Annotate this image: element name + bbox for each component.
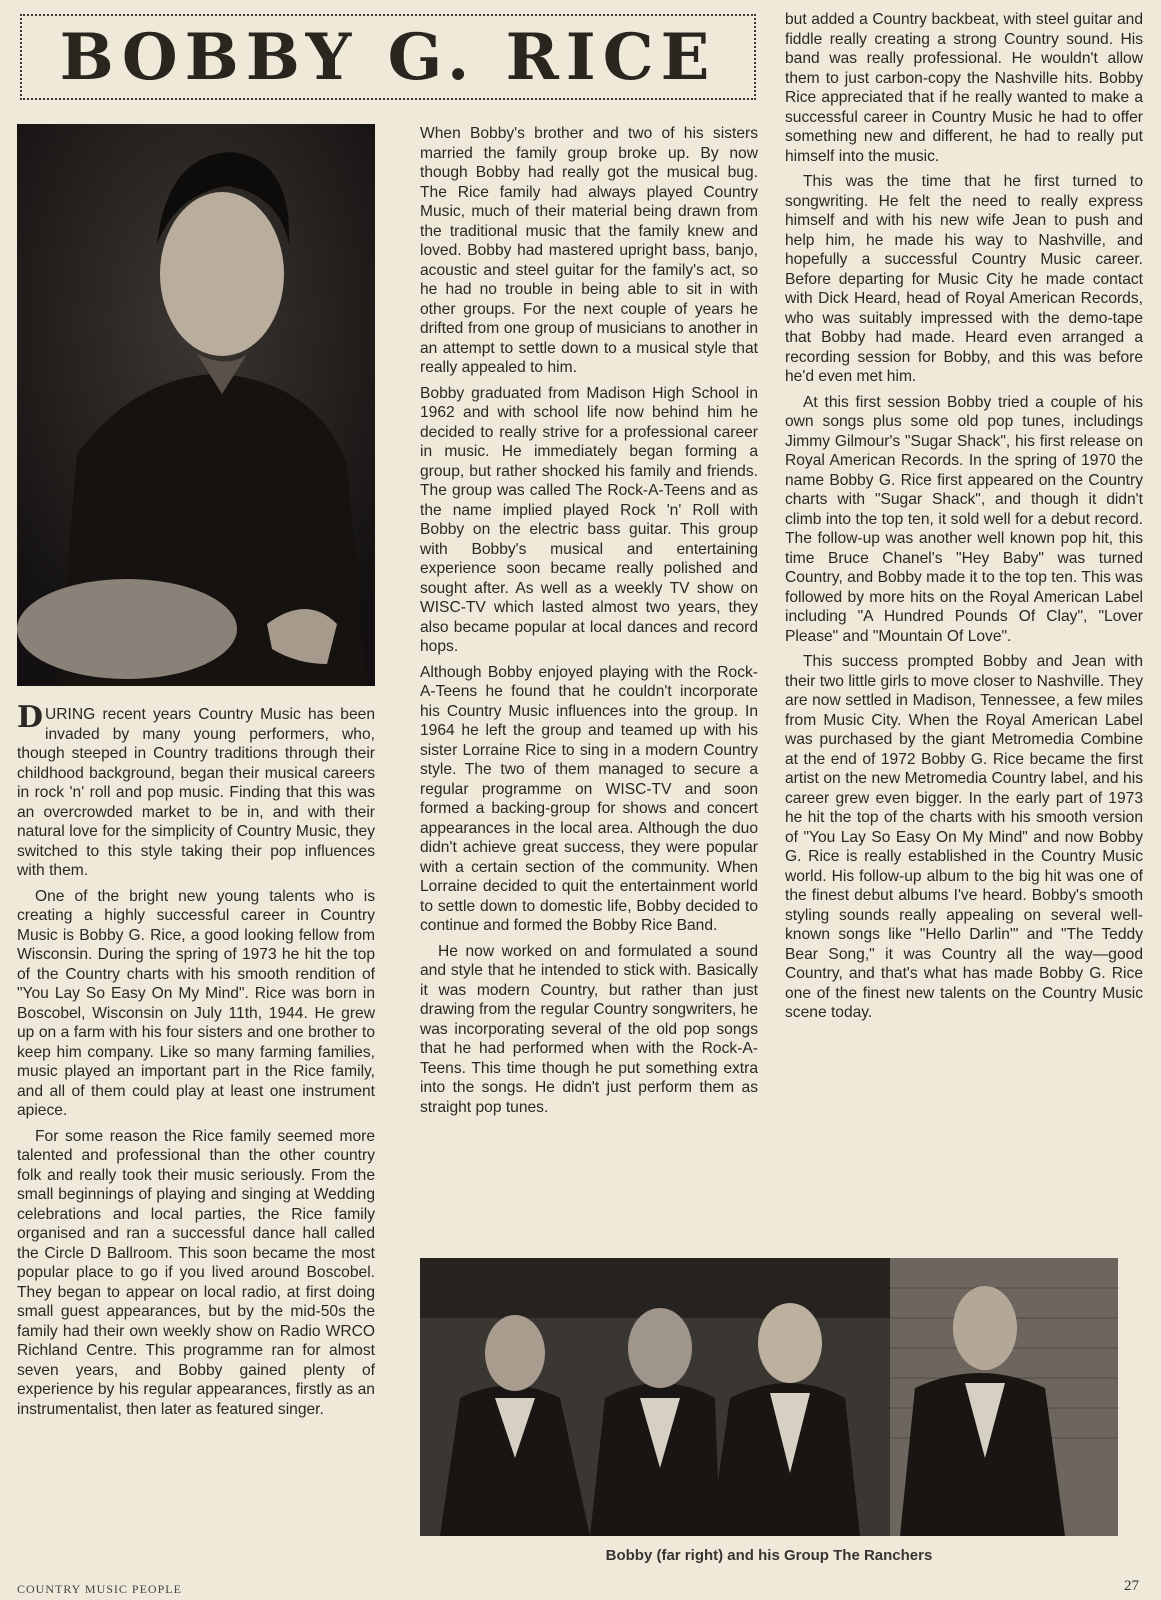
paragraph: This success prompted Bobby and Jean with their two little girls to move closer to Nashville. They are now settled in Madison, Tennessee, a few miles from Music City. When the Royal American Label was purchased by the giant Metromedia Combine at the end of 1972 Bobby G. Rice became the first artist on the new Metromedia Country label, and his career grew even bigger. In the early part of 1973 he hit the top of the charts with his smooth version of "You Lay So Easy On My Mind" and now Bobby G. Rice is really established in the Country Music world. His follow-up album to the big hit was one of the finest debut albums I've heard. Bobby's smooth styling sounds really appealing on several well-known songs like "Hello Darlin'" and "The Teddy Bear Song," it was Country all the way—good Country, and that's what has made Bobby G. Rice one of the finest new talents on the Country Music scene today. (785, 653, 1143, 1021)
article-column-middle (420, 124, 758, 1117)
paragraph: Although Bobby enjoyed playing with the Rock-A-Teens he found that he couldn't incorporate his Country Music influences into the group. In 1964 he left the group and teamed up with his sister Lorraine Rice to sing in a modern Country style. The two of them managed to secure a regular programme on WISC-TV and soon formed a backing-group for shows and concert appearances in the local area. Although the duo didn't achieve great success, they were popular with a certain section of the community. When Lorraine decided to quit the entertainment world to settle down to domestic life, Bobby decided to continue and formed the Bobby Rice Band. (420, 663, 758, 934)
paragraph: This was the time that he first turned to songwriting. He felt the need to really express himself and with his new wife Jean to push and help him, he made his way to Nashville, and hopefully a successful Country Music career. Before departing for Music City he made contact with Dick Heard, head of Royal American Records, who was suitably impressed with the demo-tape that Bobby had made. Heard even arranged a recording session for Bobby, and this was before he'd even met him. (785, 173, 1143, 385)
paragraph: At this first session Bobby tried a couple of his own songs plus some old pop tunes, includings Jimmy Gilmour's "Sugar Shack", his first release on Royal American Records. In the spring of 1970 the name Bobby G. Rice first appeared on the Country charts with "Sugar Shack", and though it didn't climb into the top ten, it sold well for a debut record. The follow-up was another well known pop hit, this time Bruce Chanel's "Hey Baby" was turned Country, and Bobby made it to the top ten. This was followed by more hits on the Royal American Label including "A Hundred Pounds Of Clay", "Lover Please" and "Mountain Of Love". (785, 393, 1143, 645)
title-frame (20, 14, 756, 100)
article-column-right (785, 10, 1143, 1023)
drop-cap: D (17, 700, 44, 735)
opening-paragraph (17, 700, 375, 881)
paragraph: Bobby graduated from Madison High School in 1962 and with school life now behind him he decided to really strive for a professional career in music. He immediately began forming a group, but rather shocked his family and friends. The group was called The Rock-A-Teens and as the name implied played Rock 'n' Roll with Bobby on the electric bass guitar. This group with Bobby's musical and entertaining experience soon became really polished and sought after. As well as a weekly TV show on WISC-TV which lasted almost two years, they also became popular at local dances and record hops. (420, 384, 758, 655)
group-photo (420, 1258, 1118, 1536)
article-column-left (17, 700, 375, 1419)
paragraph: For some reason the Rice family seemed more talented and professional than the other country folk and really took their music seriously. From the small beginnings of playing and singing at Wedding celebrations and local parties, the Rice family organised and ran a successful dance hall called the Circle D Ballroom. This soon became the most popular place to go if you lived around Boscobel. They began to appear on local radio, at first doing small guest appearances, but by the mid-50s the family had their own weekly show on Radio WRCO Richland Centre. This programme ran for almost seven years, and Bobby gained plenty of experience by his regular appearances, firstly as an instrumentalist, then later as featured singer. (17, 1127, 375, 1418)
page-title: BOBBY G. RICE (59, 19, 717, 95)
paragraph-text: URING recent years Country Music has been invaded by many young performers, who, though steeped in Country traditions through their childhood background, began their musical careers in rock 'n' roll and pop music. Finding that this was an overcrowded market to be in, and with their natural love for the simplicity of Country Music, they switched to this style taking their pop influences with them. (17, 706, 375, 879)
paragraph: One of the bright new young talents who is creating a highly successful career in Country Music is Bobby G. Rice, a good looking fellow from Wisconsin. During the spring of 1973 he hit the top of the Country charts with his smooth rendition of "You Lay So Easy On My Mind". Rice was born in Boscobel, Wisconsin on July 11th, 1944. He grew up on a farm with his four sisters and one brother to keep him company. Like so many farming families, music played an important part in the Rice family, and all of them could play at least one instrument apiece. (17, 887, 375, 1119)
paragraph: He now worked on and formulated a sound and style that he intended to stick with. Basically it was modern Country, but rather than just drawing from the regular Country songwriters, he was incorporating several of the old pop songs that he had performed when with the Rock-A-Teens. This time though he put something extra into the songs. He didn't just perform them as straight pop tunes. (420, 942, 759, 1116)
photo-caption: Bobby (far right) and his Group The Ranchers (605, 1547, 933, 1564)
portrait-photo (17, 124, 375, 686)
publication-name: COUNTRY MUSIC PEOPLE (17, 1582, 182, 1596)
page-number: 27 (1124, 1578, 1139, 1594)
paragraph: but added a Country backbeat, with steel guitar and fiddle really creating a strong Country sound. His band was really professional. He wouldn't allow them to just carbon-copy the Nashville hits. Bobby Rice appreciated that if he really wanted to make a successful career in Country Music he had to offer something new and different, he had to really put himself into the music. (785, 11, 1143, 165)
paragraph: When Bobby's brother and two of his sisters married the family group broke up. By now though Bobby had really got the musical bug. The Rice family had always played Country Music, much of their material being drawn from the traditional music that the family knew and loved. Bobby had mastered upright bass, banjo, acoustic and steel guitar for the family's act, so he had no trouble in being able to sit in with other groups. For the next couple of years he drifted from one group of musicians to another in an attempt to settle down to a musical style that really appealed to him. (420, 125, 758, 376)
